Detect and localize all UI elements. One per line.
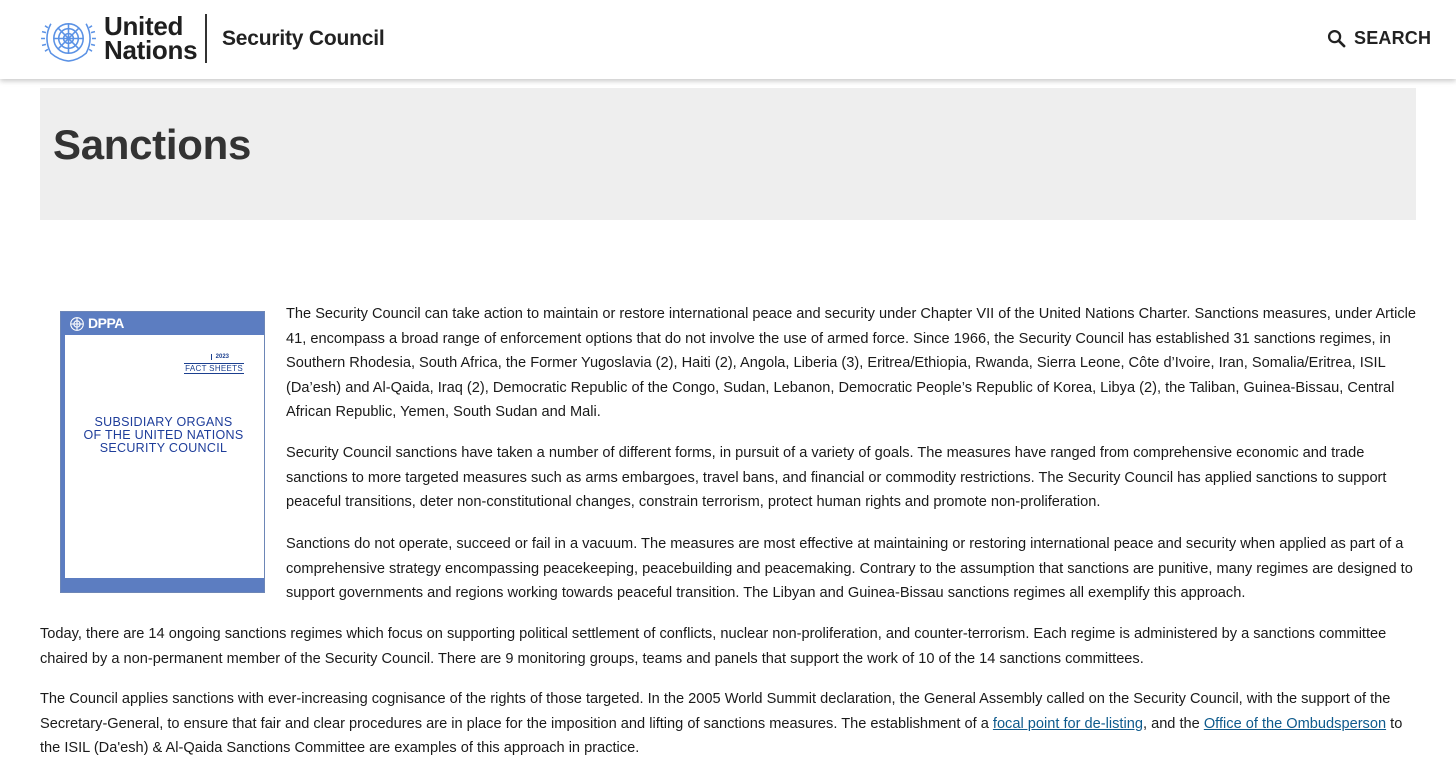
cover-footer-bar	[61, 578, 264, 592]
due-process-paragraph	[40, 687, 1416, 761]
cover-heading	[69, 416, 258, 455]
cover-heading-line: SUBSIDIARY ORGANS	[94, 415, 233, 429]
ongoing-regimes-paragraph: Today, there are 14 ongoing sanctions regimes which focus on supporting political settlement of conflicts, nuclear non-proliferation, and counter-terrorism. Each regime is administered by a sanctions committee chaired by a non-permanent member of the Security Council. There are 9 monitoring groups, teams and panels that support the work of 10 of the 14 sanctions committees.	[40, 626, 1387, 667]
brand-line-1: United	[104, 11, 184, 41]
cover-left-bar	[61, 312, 65, 592]
search-label: SEARCH	[1354, 28, 1432, 48]
paragraph-text: to the ISIL (Da'esh) & Al-Qaida Sanctions Committee are examples of this approach in practice.	[40, 715, 1403, 756]
paragraph-text: , and the	[1142, 715, 1204, 732]
search-button[interactable]	[1327, 28, 1431, 49]
cover-heading-line: SECURITY COUNCIL	[99, 441, 228, 455]
un-emblem-icon	[68, 315, 86, 333]
site-title[interactable]: Security Council	[222, 27, 385, 50]
cover-year: 2023	[211, 354, 229, 360]
context-paragraph: Sanctions do not operate, succeed or fail in a vacuum. The measures are most effective at maintaining or restoring international peace and security when applied as part of a comprehensive strategy encompassing peacekeeping, peacebuilding and peacemaking. Contrary to the assumption that sanctions are punitive, many regimes are designed to support governments and regions working towards peaceful transition. The Libyan and Guinea-Bissau sanctions regimes all exemplify this approach.	[286, 536, 1413, 601]
cover-brand: DPPA	[88, 315, 124, 331]
fact-sheet-cover-image[interactable]	[60, 311, 265, 593]
search-icon	[1327, 29, 1346, 48]
brand-line-2: Nations	[104, 35, 198, 65]
page-title: Sanctions	[53, 121, 252, 168]
site-header	[0, 0, 1456, 79]
page-title-banner	[40, 88, 1416, 220]
intro-paragraph: The Security Council can take action to maintain or restore international peace and security under Chapter VII of the United Nations Charter. Sanctions measures, under Article 41, encompass a broad range of enforcement options that do not involve the use of armed force. Since 1966, the Security Council has established 31 sanctions regimes, in Southern Rhodesia, South Africa, the Former Yugoslavia (2), Haiti (2), Angola, Liberia (3), Eritrea/Ethiopia, Rwanda, Sierra Leone, Côte d’Ivoire, Iran, Somalia/Eritrea, ISIL (Da’esh) and Al-Qaida, Iraq (2), Democratic Republic of the Congo, Sudan, Lebanon, Democratic People’s Republic of Korea, Libya (2), the Taliban, Guinea-Bissau, Central African Republic, Yemen, South Sudan and Mali.	[286, 306, 1416, 420]
un-emblem-icon[interactable]	[39, 14, 98, 63]
forms-paragraph: Security Council sanctions have taken a number of different forms, in pursuit of a variety of goals. The measures have ranged from comprehensive economic and trade sanctions to more targeted measures such as arms embargoes, travel bans, and financial or commodity restrictions. The Security Council has applied sanctions to support peaceful transitions, deter non-constitutional changes, constrain terrorism, protect human rights and promote non-proliferation.	[286, 445, 1387, 510]
focal-point-link[interactable]: focal point for de-listing	[992, 715, 1143, 732]
header-divider	[205, 14, 207, 63]
ombudsperson-link[interactable]: Office of the Ombudsperson	[1203, 715, 1387, 732]
paragraph-text: The Council applies sanctions with ever-increasing cognisance of the rights of those targeted. In the 2005 World Summit declaration, the General Assembly called on the Security Council, with the support of the Secretary-General, to ensure that fair and clear procedures are in place for the imposition and lifting of sanctions measures. The establishment of a	[40, 691, 1391, 732]
brand-wordmark[interactable]	[104, 11, 198, 65]
cover-label: FACT SHEETS	[185, 364, 243, 373]
cover-heading-line: OF THE UNITED NATIONS	[83, 428, 244, 442]
